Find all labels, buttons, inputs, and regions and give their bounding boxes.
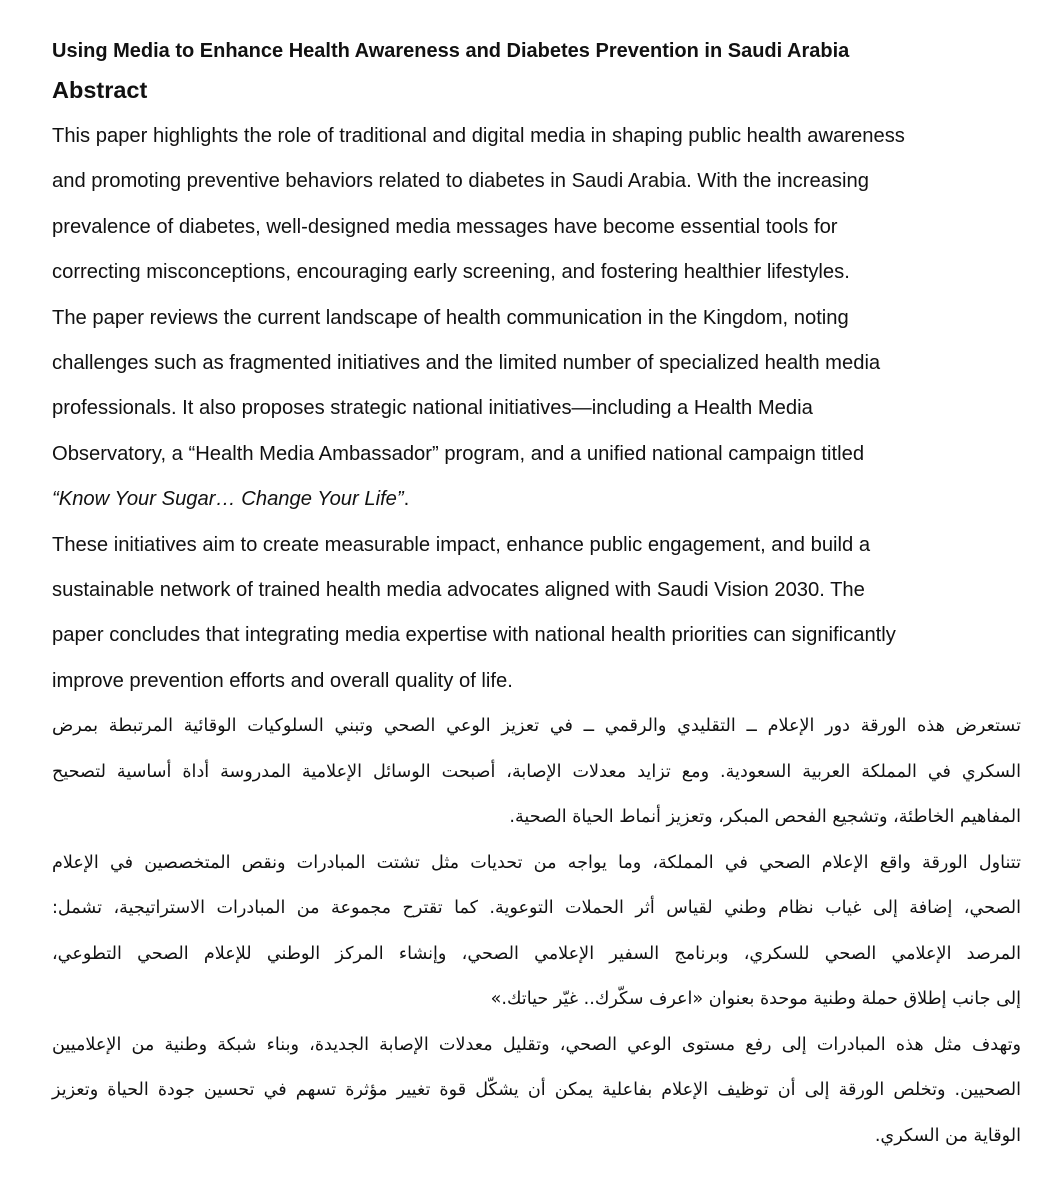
- arabic-line: الوقاية من السكري.: [874, 1125, 1021, 1146]
- arabic-line: تستعرض هذه الورقة دور الإعلام ــ التقليدي والرقمي ــ في تعزيز الوعي الصحي وتبني السلوكيات الوقائية المرتبطة بمرض: [52, 716, 1021, 737]
- english-line: sustainable network of trained health media advocates aligned with Saudi Vision 2030. The: [52, 578, 865, 601]
- english-line: These initiatives aim to create measurable impact, enhance public engagement, and build a: [52, 533, 871, 556]
- arabic-line: السكري في المملكة العربية السعودية. ومع تزايد معدلات الإصابة، أصبحت الوسائل الإعلامية المدروسة أداة أساسية لتصحيح: [52, 761, 1021, 782]
- english-line: professionals. It also proposes strategic national initiatives—including a Health Media: [52, 397, 813, 420]
- campaign-title: “Know Your Sugar… Change Your Life”: [52, 488, 404, 511]
- arabic-line: إلى جانب إطلاق حملة وطنية موحدة بعنوان «اعرف سكّرك.. غيّر حياتك.»: [490, 989, 1021, 1010]
- arabic-line: الصحي، إضافة إلى غياب نظام وطني لقياس أثر الحملات التوعوية. كما تقترح مجموعة من المبادرات الاستراتيجية، تشمل:: [52, 898, 1021, 919]
- campaign-title-line: [52, 477, 1027, 522]
- arabic-line: وتهدف مثل هذه المبادرات إلى رفع مستوى الوعي الصحي، وتقليل معدلات الإصابة الجديدة، وبناء شبكة وطنية من الإعلاميين: [52, 1034, 1021, 1055]
- english-abstract: [52, 114, 1027, 704]
- arabic-line: المفاهيم الخاطئة، وتشجيع الفحص المبكر، وتعزيز أنماط الحياة الصحية.: [509, 807, 1021, 828]
- arabic-line: الصحيين. وتخلص الورقة إلى أن توظيف الإعلام بفاعلية يمكن أن يشكّل قوة تغيير مؤثرة تسهم في تحسين جودة الحياة وتعزيز: [52, 1080, 1021, 1101]
- english-line: Observatory, a “Health Media Ambassador” program, and a unified national campaign titled: [52, 442, 865, 465]
- document-title: Using Media to Enhance Health Awareness and Diabetes Prevention in Saudi Arabia: [52, 40, 850, 62]
- arabic-abstract: [52, 704, 1021, 1159]
- english-line: paper concludes that integrating media expertise with national health priorities can significantly: [52, 624, 896, 647]
- english-line: and promoting preventive behaviors related to diabetes in Saudi Arabia. With the increasing: [52, 170, 869, 193]
- english-line: challenges such as fragmented initiatives and the limited number of specialized health media: [52, 351, 881, 374]
- abstract-heading: Abstract: [52, 77, 148, 103]
- english-line: correcting misconceptions, encouraging early screening, and fostering healthier lifestyles.: [52, 261, 850, 284]
- arabic-line: تتناول الورقة واقع الإعلام الصحي في المملكة، وما يواجه من تحديات مثل تشتت المبادرات ونقص المتخصصين في الإعلام: [52, 852, 1021, 873]
- english-line: The paper reviews the current landscape of health communication in the Kingdom, noting: [52, 306, 849, 329]
- arabic-line: المرصد الإعلامي الصحي للسكري، وبرنامج السفير الإعلامي الصحي، وإنشاء المركز الوطني للإعلام الصحي التطوعي،: [52, 943, 1021, 964]
- english-line: prevalence of diabetes, well-designed media messages have become essential tools for: [52, 215, 838, 238]
- english-line: improve prevention efforts and overall quality of life.: [52, 669, 513, 692]
- campaign-title-period: .: [403, 488, 410, 511]
- english-line: This paper highlights the role of traditional and digital media in shaping public health awareness: [52, 125, 905, 147]
